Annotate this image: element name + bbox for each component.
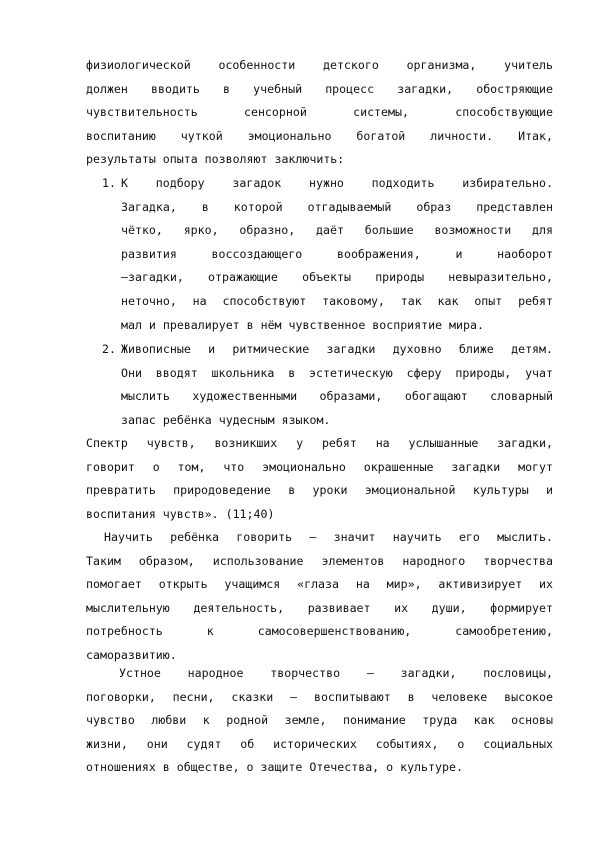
text-line: потребность к самосовершенствованию, самообретению, xyxy=(86,624,553,639)
text-line: помогает открыть учащимся «глаза на мир», активизирует их xyxy=(86,577,553,592)
text-line: чувство любви к родной земле, понимание труда как основы xyxy=(86,713,553,728)
text-line: мыслить художественными образами, обогащают словарный xyxy=(121,389,553,404)
list-item-number: 2. xyxy=(102,342,116,356)
text-line: Спектр чувств, возникших у ребят на услышанные загадки, xyxy=(86,436,553,450)
list-item xyxy=(86,338,553,433)
text-line: К подбору загадок нужно подходить избирательно. xyxy=(121,176,553,190)
text-line: мал и превалирует в нём чувственное восприятие мира. xyxy=(121,317,484,332)
text-line: чувствительность сенсорной системы, способствующие xyxy=(86,105,553,120)
text-line: поговорки, песни, сказки – воспитывают в человеке высокое xyxy=(86,689,553,704)
text-line: –загадки, отражающие объекты природы невыразительно, xyxy=(121,270,553,285)
paragraph-4 xyxy=(86,662,553,780)
list-item-body xyxy=(121,338,553,432)
text-line: Научить ребёнка говорить – значит научить его мыслить. xyxy=(104,530,553,544)
text-line: Живописные и ритмические загадки духовно ближе детям. xyxy=(121,342,553,356)
paragraph-1 xyxy=(86,54,553,172)
list-item-body xyxy=(121,172,553,337)
text-line: отношениях в обществе, о защите Отечества, о культуре. xyxy=(86,760,463,775)
text-line: чётко, ярко, образно, даёт большие возможности для xyxy=(121,223,553,238)
text-line: запас ребёнка чудесным языком. xyxy=(121,412,331,427)
text-line: превратить природоведение в уроки эмоциональной культуры и xyxy=(86,483,553,498)
paragraph-2 xyxy=(86,432,553,526)
text-line: Таким образом, использование элементов народного творчества xyxy=(86,553,553,568)
text-line: развития воссоздающего воображения, и наоборот xyxy=(121,246,553,261)
text-line: жизни, они судят об исторических событиях, о социальных xyxy=(86,736,553,751)
text-line: должен вводить в учебный процесс загадки, обостряющие xyxy=(86,81,553,96)
text-line: воспитания чувств». (11;40) xyxy=(86,506,275,521)
text-line: Они вводят школьника в эстетическую сферу природы, учат xyxy=(121,365,553,380)
text-line: Загадка, в которой отгадываемый образ представлен xyxy=(121,199,553,214)
list-item-number: 1. xyxy=(102,176,116,190)
list-item xyxy=(86,172,553,338)
text-line: Устное народное творчество – загадки, пословицы, xyxy=(119,666,553,680)
text-line: мыслительную деятельность, развивает их души, формирует xyxy=(86,600,553,615)
text-line: воспитанию чуткой эмоционально богатой личности. Итак, xyxy=(86,128,553,143)
text-line: физиологической особенности детского организма, учитель xyxy=(86,58,553,72)
text-line: неточно, на способствуют таковому, так как опыт ребят xyxy=(121,293,553,308)
paragraph-3 xyxy=(86,526,553,668)
text-line: результаты опыта позволяют заключить: xyxy=(86,152,345,167)
text-line: саморазвитию. xyxy=(86,647,177,662)
text-line: говорит о том, что эмоционально окрашенные загадки могут xyxy=(86,459,553,474)
